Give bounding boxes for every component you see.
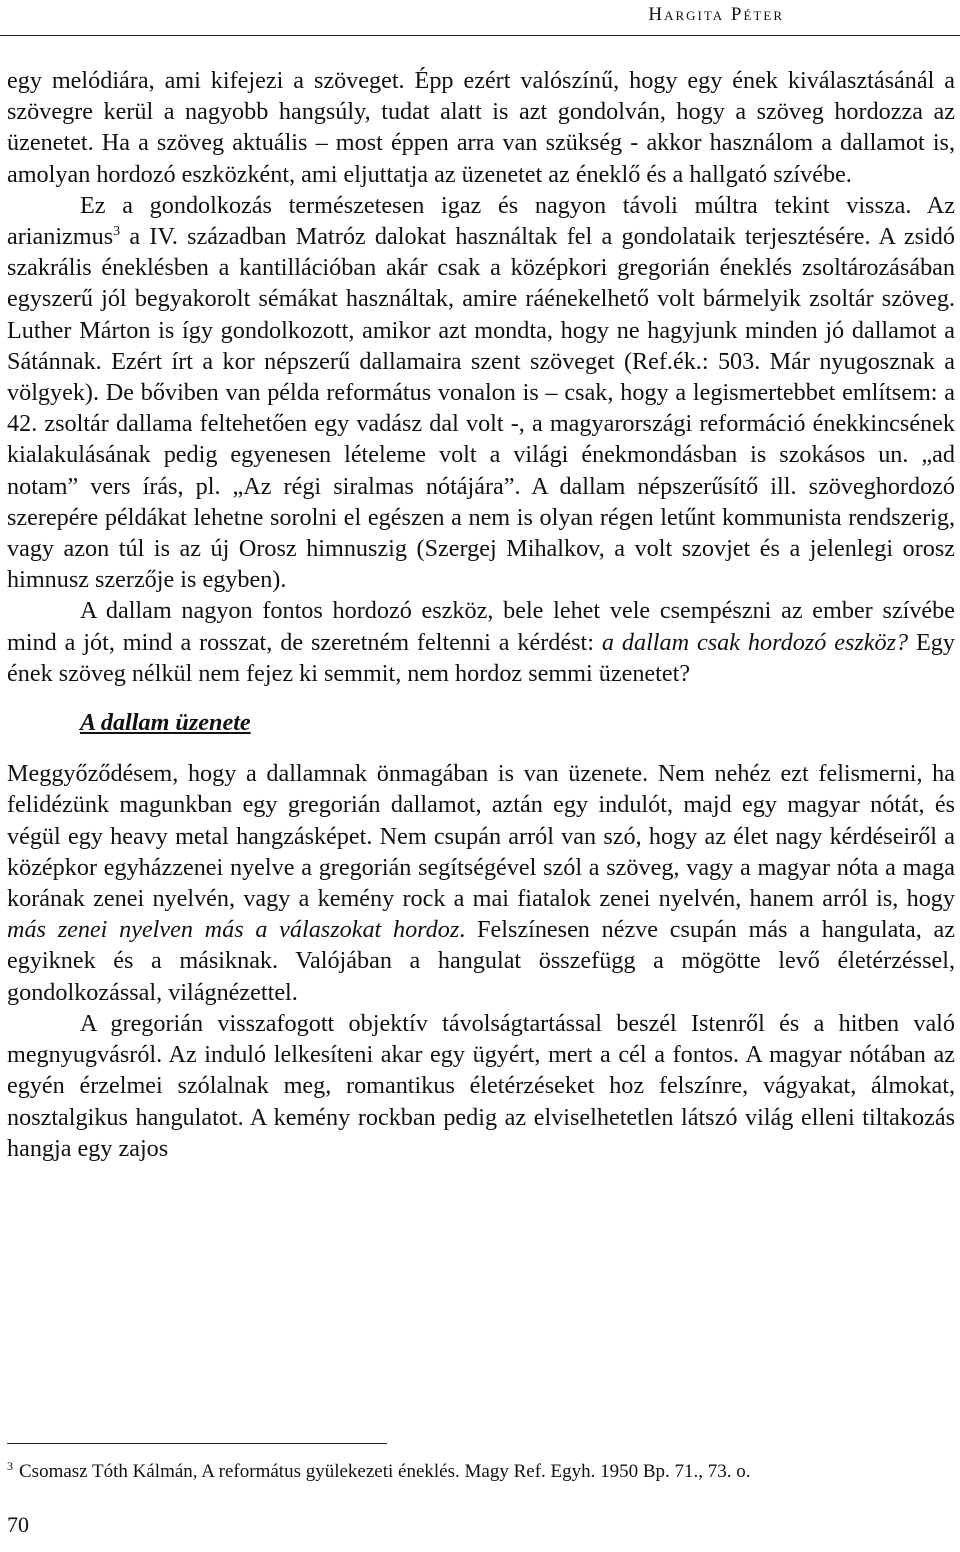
footnote-reference[interactable]: 3 (113, 223, 121, 239)
paragraph-1: egy melódiára, ami kifejezi a szöveget. Épp ezért valószínű, hogy egy ének kiválasztásánál a szövegre kerül a nagyobb hangsúly, tudat alatt is azt gondolván, hogy a szöveg hordozza az üzenetet. Ha a szöveg aktuális – most éppen arra van szükség - akkor használom a dallamot is, amolyan hordozó eszközként, ami eljuttatja az üzenetet az éneklő és a hallgató szívébe. (7, 67, 955, 188)
running-head-author: Hargita Péter (648, 4, 784, 25)
section-heading: A dallam üzenete (80, 709, 251, 737)
paragraph-5: A gregorián visszafogott objektív távolságtartással beszél Istenről és a hitben való megnyugvásról. Az induló lelkesíteni akar egy ügyért, mert a cél a fontos. A magyar nótában az egyén érzelmei szólalnak meg, romantikus életérzéseket hoz felszínre, vágyakat, álmokat, nosztalgikus hangulatot. A kemény rockban pedig az elviselhetetlen látszó világ elleni tiltakozás hangja egy zajos (7, 1009, 955, 1162)
paragraph-2 (7, 190, 955, 596)
footnote (7, 1460, 955, 1484)
paragraph-3-part-b: Egy ének szöveg nélkül nem fejez ki semmit, nem hordoz semmi üzenetet? (7, 628, 955, 687)
paragraph-3-italic: a dallam csak hordozó eszköz? (601, 628, 909, 656)
paragraph-2-part-b: a IV. században Matróz dalokat használtak fel a gondolataik terjesztésére. A zsidó szakrális éneklésben a kantillációban akár csak a középkori gregorián éneklés zsoltározásában egyszerű jól begyakorolt sémákat használtak, amire ráénekelhető volt bármelyik zsoltár szöveg. Luther Márton is így gondolkozott, amikor azt mondta, hogy ne hagyjunk minden jó dallamot a Sátánnak. Ezért írt a kor népszerű dallamaira szent szöveget (Ref.ék.: 503. Már nyugosznak a völgyek). De bőviben van példa református vonalon is – csak, hogy a legismertebbet említsem: a 42. zsoltár dallama feltehetően egy vadász dal volt -, a magyarországi reformáció énekkincsének kialakulásának pedig egyenesen lételeme volt a világi énekmondásban is szokásos un. „ad notam” vers írás, pl. „Az régi siralmas nótájára”. A dallam népszerűsítő ill. szöveghordozó szerepére példákat lehetne sorolni el egészen a nem is olyan régen letűnt kommunista rendszerig, vagy azon túl is az új Orosz himnuszig (Szergej Mihalkov, a volt szovjet és a jelenlegi orosz himnusz szerzője is egyben). (7, 223, 955, 594)
footnote-text: Csomasz Tóth Kálmán, A református gyülekezeti éneklés. Magy Ref. Egyh. 1950 Bp. 71., 73. o. (19, 1461, 751, 1482)
paragraph-4 (7, 758, 955, 1008)
paragraph-3-part-a: A dallam nagyon fontos hordozó eszköz, bele lehet vele csempészni az ember szívébe mind a jót, mind a rosszat, de szeretném feltenni a kérdést: (7, 597, 955, 656)
paragraph-3 (7, 595, 955, 689)
footnote-rule (7, 1443, 387, 1444)
body-text (7, 65, 955, 1164)
paragraph-4-part-b: . Felszínesen nézve csupán más a hangulata, az egyiknek és a másiknak. Valójában a hangulat összefügg a mögötte levő életérzéssel, gondolkozással, világnézettel. (7, 916, 955, 1006)
page-number: 70 (7, 1512, 29, 1537)
footnote-number: 3 (7, 1458, 13, 1473)
paragraph-2-part-a: Ez a gondolkozás természetesen igaz és nagyon távoli múltra tekint vissza. Az arianizmus (7, 191, 955, 251)
header-rule (0, 35, 960, 36)
paragraph-4-italic: más zenei nyelven más a válaszokat hordoz (7, 916, 460, 944)
running-head (0, 0, 960, 36)
paragraph-4-part-a: Meggyőződésem, hogy a dallamnak önmagában is van üzenete. Nem nehéz ezt felismerni, ha felidézünk magunkban egy gregorián dallamot, aztán egy indulót, majd egy magyar nótát, és végül egy heavy metal hangzásképet. Nem csupán arról van szó, hogy az élet nagy kérdéseiről a középkor egyházzenei nyelve a gregorián segítségével szól a szöveg, vagy a magyar nóta a maga korának zenei nyelvén, vagy a kemény rock a mai fiatalok zenei nyelvén, hanem arról is, hogy (7, 760, 955, 913)
